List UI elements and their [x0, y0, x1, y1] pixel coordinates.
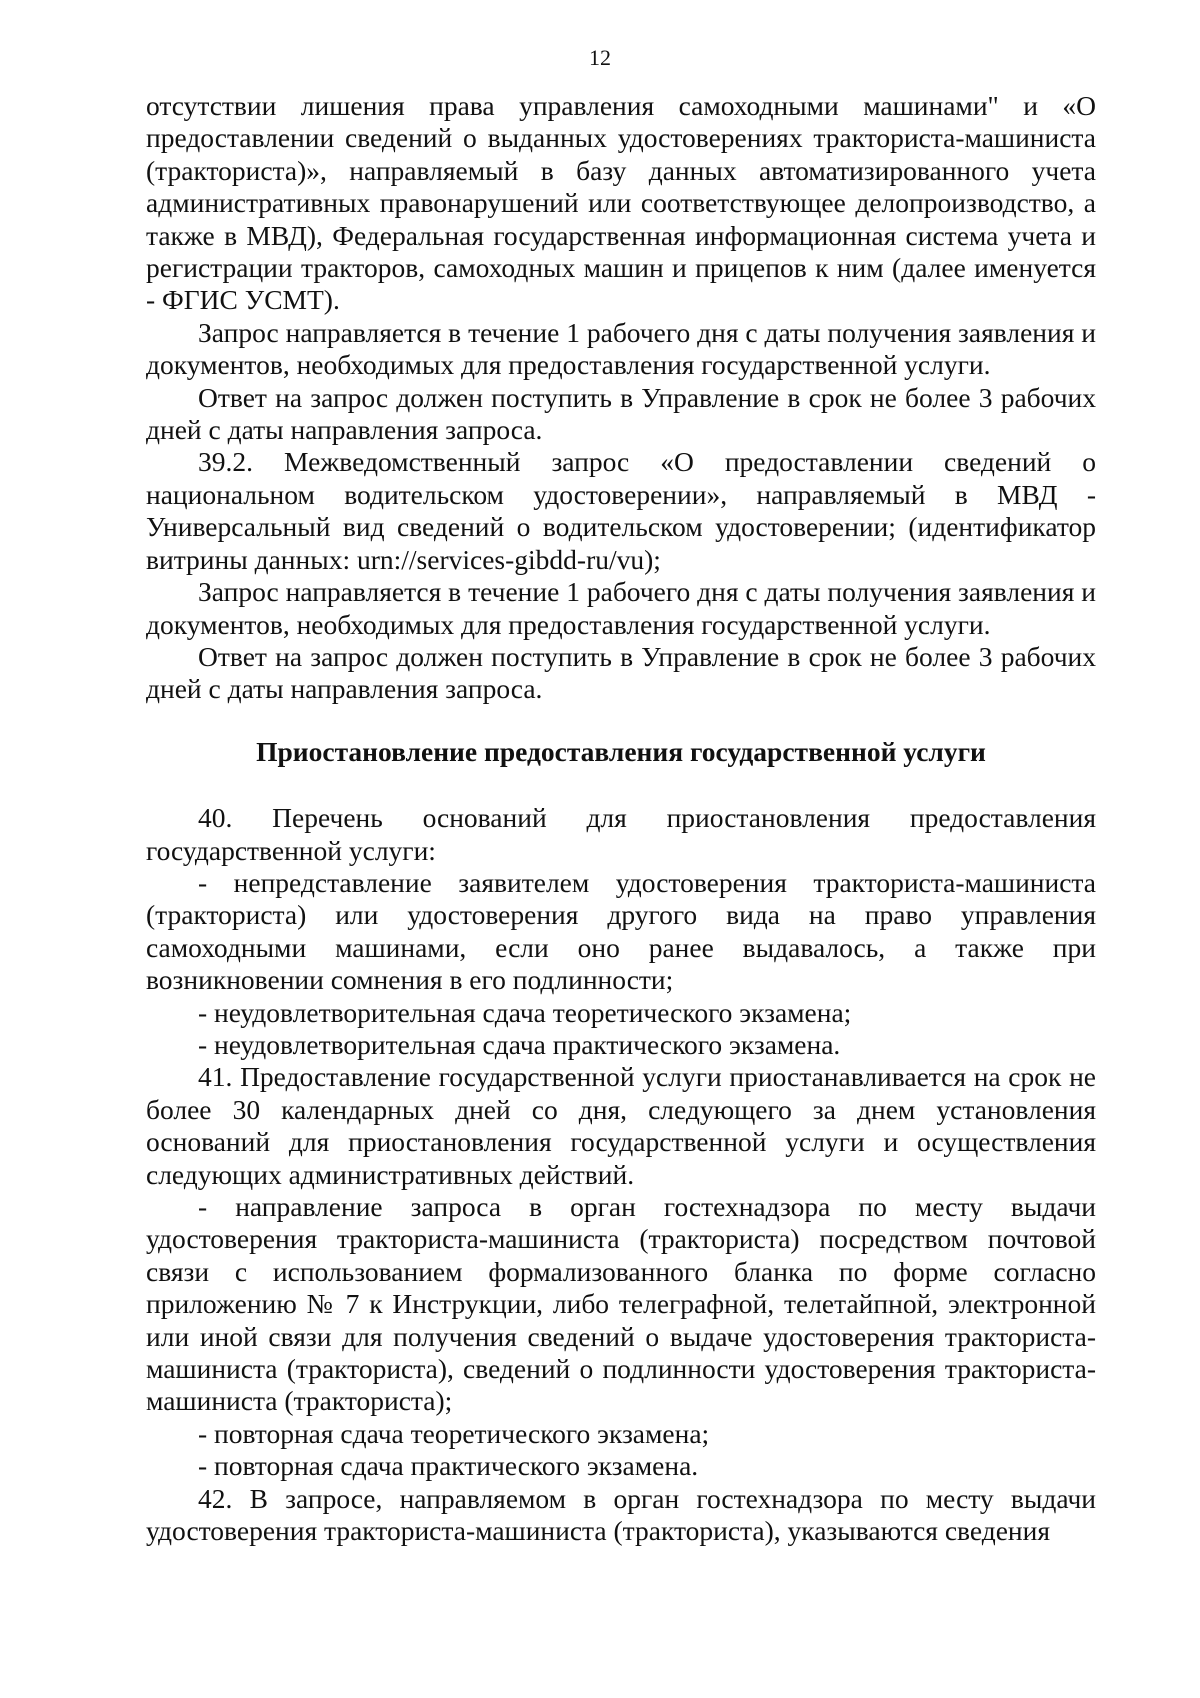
document-body — [146, 90, 1096, 1547]
paragraph: Запрос направляется в течение 1 рабочего дня с даты получения заявления и документов, необходимых для предоставления государственной услуги. — [146, 316, 1096, 381]
list-item: - направление запроса в орган гостехнадзора по месту выдачи удостоверения тракториста-машиниста (тракториста) посредством почтовой связи с использованием формализованного бланка по форме согласно приложению № 7 к Инструкции, либо телеграфной, телетайпной, электронной или иной связи для получения сведений о выдаче удостоверения тракториста-машиниста (тракториста), сведений о подлинности удостоверения тракториста-машиниста (тракториста); — [146, 1191, 1096, 1417]
list-item: - повторная сдача теоретического экзамена; — [198, 1417, 710, 1449]
paragraph: Ответ на запрос должен поступить в Управление в срок не более 3 рабочих дней с даты направления запроса. — [146, 381, 1096, 446]
section-heading: Приостановление предоставления государственной услуги — [256, 735, 986, 767]
paragraph: 39.2. Межведомственный запрос «О предоставлении сведений о национальном водительском удостоверении», направляемый в МВД - Универсальный вид сведений о водительском удостоверении; (идентификатор витрины данных: urn://services-gibdd-ru/vu); — [146, 446, 1096, 575]
list-item: - непредставление заявителем удостоверения тракториста-машиниста (тракториста) или удостоверения другого вида на право управления самоходными машинами, если оно ранее выдавалось, а также при возникновении сомнения в его подлинности; — [146, 866, 1096, 996]
paragraph: 41. Предоставление государственной услуги приостанавливается на срок не более 30 календарных дней со дня, следующего за днем установления оснований для приостановления государственной услуги и осуществления следующих административных действий. — [146, 1061, 1096, 1190]
list-item: - повторная сдача практического экзамена. — [198, 1450, 699, 1482]
page-number: 12 — [589, 45, 611, 70]
list-item: - неудовлетворительная сдача теоретического экзамена; — [198, 996, 852, 1028]
paragraph: Ответ на запрос должен поступить в Управление в срок не более 3 рабочих дней с даты направления запроса. — [146, 640, 1096, 705]
list-item: - неудовлетворительная сдача практического экзамена. — [198, 1028, 841, 1060]
paragraph: 40. Перечень оснований для приостановления предоставления государственной услуги: — [146, 802, 1096, 866]
paragraph: 42. В запросе, направляемом в орган гостехнадзора по месту выдачи удостоверения тракториста-машиниста (тракториста), указываются сведения — [146, 1482, 1096, 1547]
paragraph: Запрос направляется в течение 1 рабочего дня с даты получения заявления и документов, необходимых для предоставления государственной услуги. — [146, 576, 1096, 640]
paragraph: отсутствии лишения права управления самоходными машинами" и «О предоставлении сведений о выданных удостоверениях тракториста-машиниста (тракториста)», направляемый в базу данных автоматизированного учета административных правонарушений или соответствующее делопроизводство, а также в МВД), Федеральная государственная информационная система учета и регистрации тракторов, самоходных машин и прицепов к ним (далее именуется - ФГИС УСМТ). — [146, 90, 1096, 316]
